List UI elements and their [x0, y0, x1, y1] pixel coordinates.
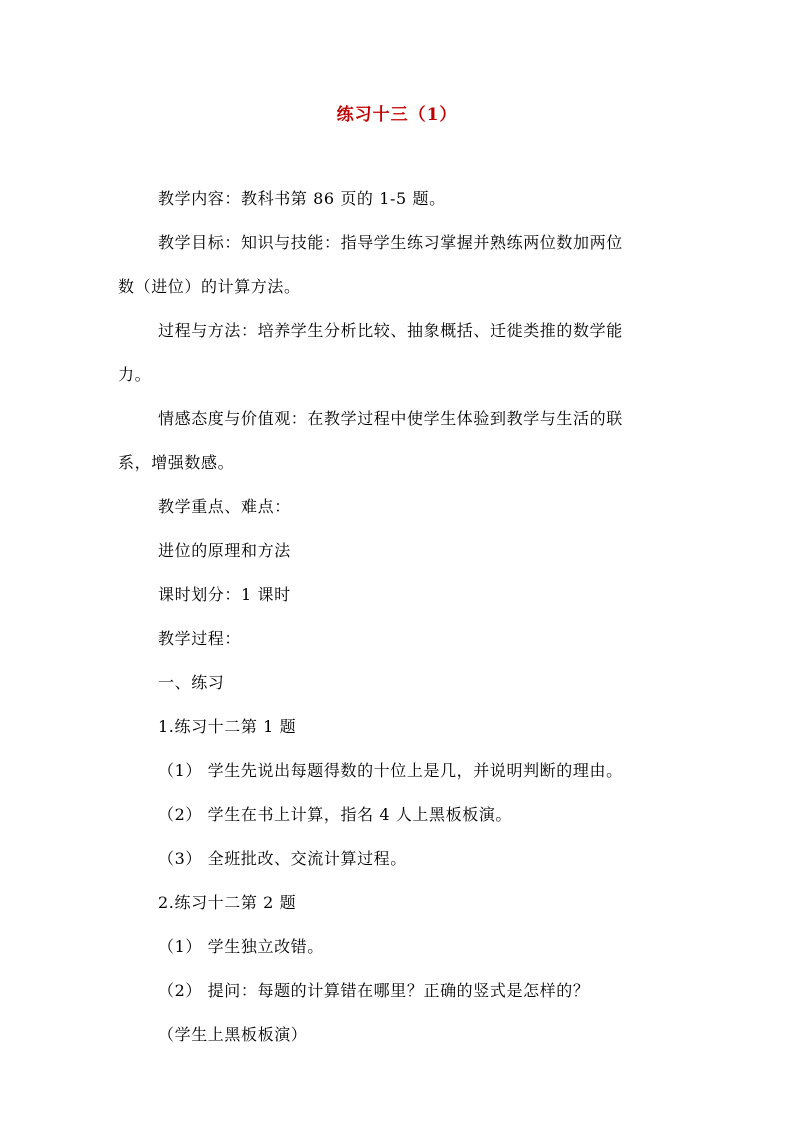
teaching-goal-continued-line: 数（进位）的计算方法。	[118, 277, 301, 296]
exercise-1-step-2: （2） 学生在书上计算，指名 4 人上黑板板演。	[158, 805, 513, 824]
exercise-2-note: （学生上黑板板演）	[158, 1025, 308, 1044]
teaching-goal-line: 教学目标：知识与技能：指导学生练习掌握并熟练两位数加两位	[158, 233, 623, 252]
exercise-2-step-1: （1） 学生独立改错。	[158, 937, 324, 956]
emotion-attitude-continued-line: 系，增强数感。	[118, 453, 235, 472]
process-method-continued-line: 力。	[118, 365, 152, 384]
teaching-content-line: 教学内容：教科书第 86 页的 1-5 题。	[158, 189, 446, 208]
exercise-2-heading: 2.练习十二第 2 题	[158, 893, 297, 912]
exercise-1-heading: 1.练习十二第 1 题	[158, 717, 297, 736]
teaching-process-heading: 教学过程：	[158, 629, 242, 648]
lesson-hours-line: 课时划分：1 课时	[158, 585, 291, 604]
process-method-line: 过程与方法：培养学生分析比较、抽象概括、迁徙类推的数学能	[158, 321, 623, 340]
exercise-1-step-1: （1） 学生先说出每题得数的十位上是几，并说明判断的理由。	[158, 761, 623, 780]
section-one-heading: 一、练习	[158, 673, 225, 692]
emotion-attitude-line: 情感态度与价值观：在教学过程中使学生体验到教学与生活的联	[158, 409, 623, 428]
key-points-line: 进位的原理和方法	[158, 541, 291, 560]
exercise-2-step-2: （2） 提问：每题的计算错在哪里？正确的竖式是怎样的？	[158, 981, 590, 1000]
exercise-1-step-3: （3） 全班批改、交流计算过程。	[158, 849, 407, 868]
page-title: 练习十三（1）	[336, 105, 458, 125]
key-points-heading: 教学重点、难点：	[158, 497, 291, 516]
